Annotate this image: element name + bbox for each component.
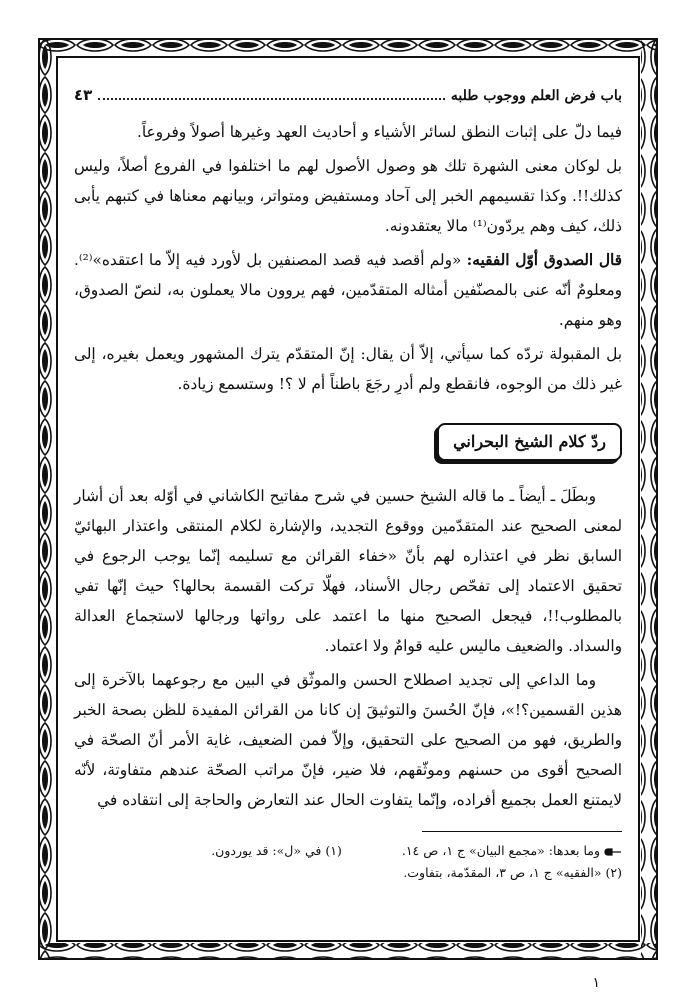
paragraph-6: وما الداعي إلى تجديد اصطلاح الحسن والموثّق في البين مع رجوعهما بالآخرة إلى هذين القسمين؟!»، فإنّ الحُسنَ والتوثيقَ إن كانا من القرائن المفيدة للظن بصحة الخبر والطريق، فهو من الصحيح على التحقيق، وإلاّ فمن الضعيف، غاية الأمر أنّ الصحّة في الصحيح أقوى من حسنهم وموثّقهم، فلا ضير، فإنّ مراتب الصحّة عندهم متفاوتة، لأنّه لايمتنع العمل بجميع أفراده، وإنّما يتفاوت الحال عند التعارض والحاجة إلى انتقاده في [74,671,622,809]
footnotes [74,840,622,884]
saduq-quote-text: «ولم أقصد فيه قصد المصنفين بل لأورد فيه إلاّ ما اعتقده»⁽²⁾. ومعلومٌ أنّه عنى بالمصنّفين أمثاله المتقدّمين، فهم يروون مالا يعملون به، لنصّ الصدوق، وهو منهم. [74,251,622,329]
footnote-rule [422,831,622,832]
footnote-2: (٢) «الفقيه» ج ١، ص ٣، المقدّمة، بتفاوت. [403,865,622,880]
leader-dots [98,98,445,100]
page-number: ٤٣ [74,86,93,104]
section-heading: ردّ كلام الشيخ البحراني [437,423,622,461]
section-heading-wrap [74,423,622,461]
paragraph-3 [74,245,622,335]
footnote-1: (١) في «ل»: قد يوردون. [211,843,342,858]
paragraph-5: وبطَلَ ـ أيضاً ـ ما قاله الشيخ حسين في شرح مفاتيح الكاشاني في أوّله بعد أن أشار لمعنى الصحيح عند المتقدّمين ووقوع التجديد، والإشارة لكلام المنتقى واعتذار البهائيّ السابق نظر في اعتذاره لهم بأنّ «خفاء القرائن مع تسليمه إنّما يوجب الرجوع في تحقيق الاعتماد إلى تفحّص رجال الأسناد، فهلّا تركت القسمة بحالها؟ حيث إنّها تفي بالمطلوب!!، فيجعل الصحيح منها ما اعتمد على رواتها ورجالها لاستجماع العدالة والسداد. والضعيف ماليس عليه قوامٌ ولا اعتماد. [74,487,622,655]
footnote-line-1 [74,840,622,862]
page-content [74,84,622,884]
paragraph-2: بل لوكان معنى الشهرة تلك هو وصول الأصول لهم ما اختلفوا في الفروع أصلاً، وليس كذلك!!. وكذا تقسيمهم الخبر إلى آحاد ومستفيض ومتواتر، وبيانهم معناها في كتبهم يأبى ذلك، كيف وهم يردّون⁽¹⁾ مالا يعتقدونه. [74,157,622,235]
saduq-quote-lead: قال الصدوق أوّل الفقيه: [466,251,622,269]
running-header [74,84,622,107]
paragraph-1: فيما دلّ على إثبات النطق لسائر الأشياء و أحاديث العهد وغيرها أصولاً وفروعاً. [136,123,622,141]
chapter-title: باب فرض العلم ووجوب طلبه [450,88,622,104]
footnote-continued: وما بعدها: «مجمع البيان» ج ١، ص ١٤. [402,840,622,862]
pointing-hand-icon [604,847,622,857]
bottom-page-mark: ١ [592,975,600,991]
paragraph-4: بل المقبولة تردّه كما سيأتي، إلاّ أن يقال: إنّ المتقدّم يترك المشهور ويعمل بغيره، إلى غير ذلك من الوجوه، فانقطع ولم أدرِ رجَعَ باطناً أم لا ؟! وستسمع زيادة. [74,345,622,393]
